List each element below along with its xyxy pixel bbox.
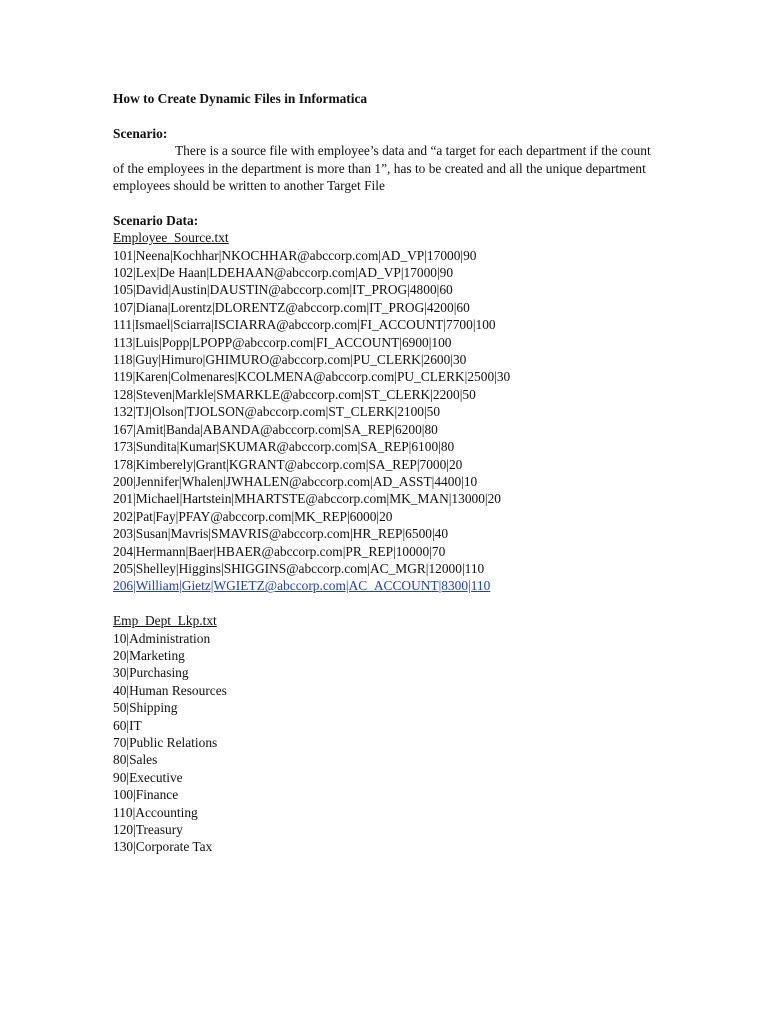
source-line: 200|Jennifer|Whalen|JWHALEN@abccorp.com|AD_ASST|4400|10 [113,473,478,489]
source-line: 204|Hermann|Baer|HBAER@abccorp.com|PR_REP|10000|70 [113,543,446,559]
source-line: 202|Pat|Fay|PFAY@abccorp.com|MK_REP|6000|20 [113,508,393,524]
lookup-line: 60|IT [113,717,142,733]
source-line: 113|Luis|Popp|LPOPP@abccorp.com|FI_ACCOUNT|6900|100 [113,334,452,350]
lookup-line: 50|Shipping [113,700,178,716]
source-line: 111|Ismael|Sciarra|ISCIARRA@abccorp.com|FI_ACCOUNT|7700|100 [113,317,496,333]
scenario-text: There is a source file with employee’s data and “a target for each department if the count of the employees in the department is more than 1”, has to be created and all the unique department employees should be written to another Target File [113,143,651,194]
source-line: 167|Amit|Banda|ABANDA@abccorp.com|SA_REP|6200|80 [113,421,438,437]
source-line: 178|Kimberely|Grant|KGRANT@abccorp.com|SA_REP|7000|20 [113,456,463,472]
source-line: 102|Lex|De Haan|LDEHAAN@abccorp.com|AD_VP|17000|90 [113,265,454,281]
lookup-line: 100|Finance [113,787,179,803]
source-file-link-line[interactable]: 206|William|Gietz|WGIETZ@abccorp.com|AC_ACCOUNT|8300|110 [113,578,491,594]
source-file-name: Employee_Source.txt [113,230,229,246]
source-line: 173|Sundita|Kumar|SKUMAR@abccorp.com|SA_REP|6100|80 [113,439,455,455]
spacer [113,595,658,612]
spacer [113,194,658,211]
source-line: 101|Neena|Kochhar|NKOCHHAR@abccorp.com|AD_VP|17000|90 [113,247,477,263]
source-line: 118|Guy|Himuro|GHIMURO@abccorp.com|PU_CLERK|2600|30 [113,352,467,368]
lookup-line: 20|Marketing [113,647,185,663]
lookup-line: 10|Administration [113,630,211,646]
lookup-line: 40|Human Resources [113,682,227,698]
lookup-file-lines [113,630,658,856]
lookup-line: 70|Public Relations [113,734,218,750]
lookup-line: 80|Sales [113,752,158,768]
lookup-line: 90|Executive [113,769,183,785]
lookup-line: 130|Corporate Tax [113,839,213,855]
lookup-line: 120|Treasury [113,822,183,838]
source-line: 132|TJ|Olson|TJOLSON@abccorp.com|ST_CLERK|2100|50 [113,404,441,420]
spacer [113,107,658,124]
scenario-data-heading: Scenario Data: [113,212,199,228]
scenario-heading: Scenario: [113,125,168,141]
lookup-file-name: Emp_Dept_Lkp.txt [113,613,217,629]
source-line: 201|Michael|Hartstein|MHARTSTE@abccorp.com|MK_MAN|13000|20 [113,491,501,507]
lookup-line: 110|Accounting [113,804,198,820]
source-line: 128|Steven|Markle|SMARKLE@abccorp.com|ST_CLERK|2200|50 [113,386,476,402]
source-line: 107|Diana|Lorentz|DLORENTZ@abccorp.com|IT_PROG|4200|60 [113,299,470,315]
lookup-line: 30|Purchasing [113,665,189,681]
document-page [113,90,658,856]
source-file-lines [113,247,658,578]
source-line: 105|David|Austin|DAUSTIN@abccorp.com|IT_PROG|4800|60 [113,282,453,298]
source-line: 119|Karen|Colmenares|KCOLMENA@abccorp.com|PU_CLERK|2500|30 [113,369,511,385]
source-line: 203|Susan|Mavris|SMAVRIS@abccorp.com|HR_REP|6500|40 [113,526,449,542]
source-line: 205|Shelley|Higgins|SHIGGINS@abccorp.com|AC_MGR|12000|110 [113,560,485,576]
document-title: How to Create Dynamic Files in Informatica [113,91,368,106]
